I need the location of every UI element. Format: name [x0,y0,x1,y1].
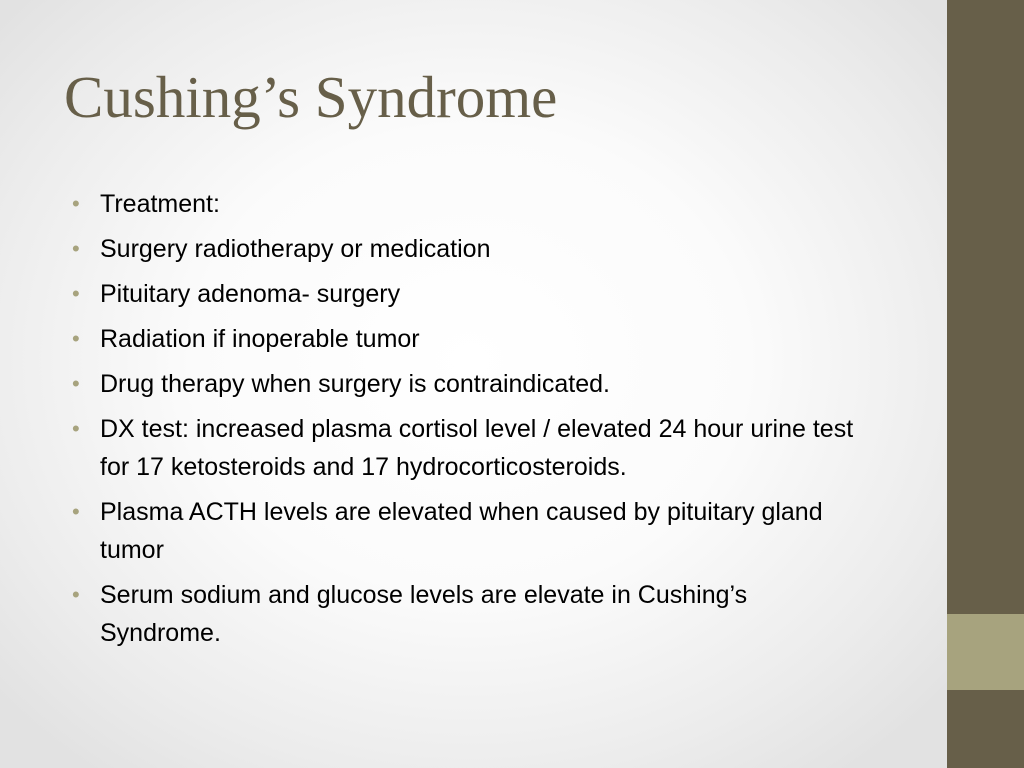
list-item [72,275,862,313]
list-item [72,365,862,403]
bullet-icon: • [72,191,80,216]
list-item-text: Radiation if inoperable tumor [100,325,420,353]
list-item-text: Plasma ACTH levels are elevated when caused by pituitary gland tumor [100,498,823,564]
bullet-icon: • [72,416,80,441]
list-item [72,576,862,652]
list-item-text: Drug therapy when surgery is contraindicated. [100,370,610,398]
list-item [72,320,862,358]
bullet-icon: • [72,326,80,351]
bullet-icon: • [72,281,80,306]
bullet-icon: • [72,499,80,524]
list-item [72,493,862,569]
list-item-text: Serum sodium and glucose levels are elevate in Cushing’s Syndrome. [100,581,748,647]
bullet-icon: • [72,371,80,396]
slide-title: Cushing’s Syndrome [64,64,558,130]
bullet-icon: • [72,582,80,607]
bullet-list [72,185,862,659]
side-bar [947,0,1024,768]
list-item [72,185,862,223]
list-item-text: Pituitary adenoma- surgery [100,280,401,308]
side-bar-accent [947,614,1024,690]
list-item [72,230,862,268]
bullet-icon: • [72,236,80,261]
list-item-text: DX test: increased plasma cortisol level / elevated 24 hour urine test for 17 ketosteroids and 17 hydrocorticosteroids. [100,415,854,481]
list-item-text: Surgery radiotherapy or medication [100,235,491,263]
list-item [72,410,862,486]
list-item-text: Treatment: [100,190,220,218]
